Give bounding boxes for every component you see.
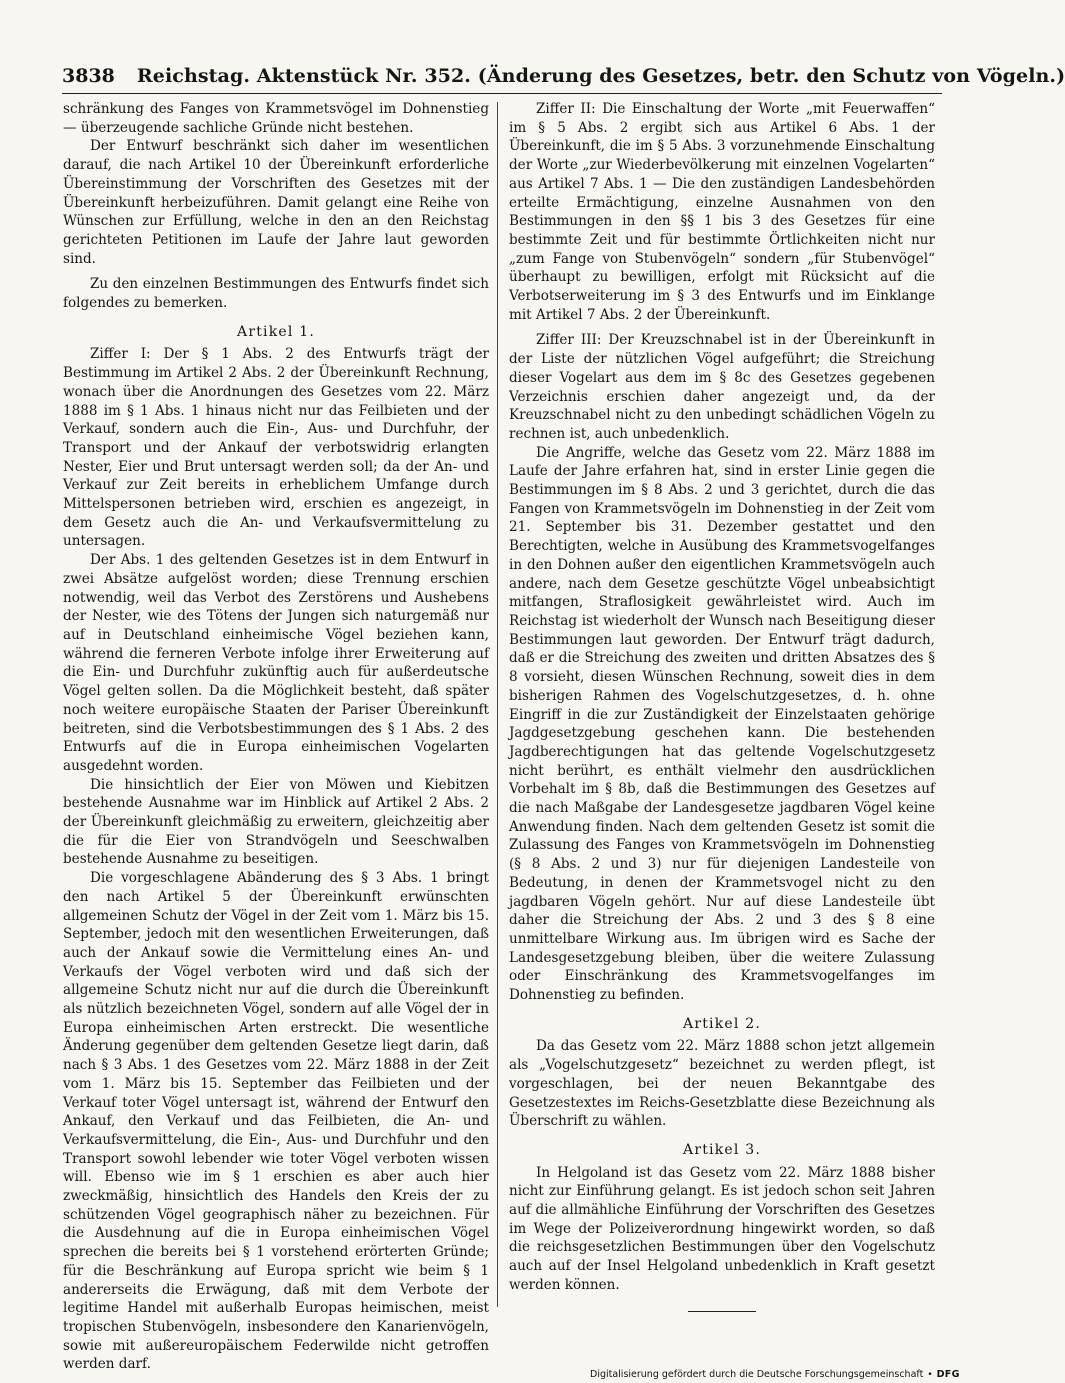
section-heading: Artikel 1. xyxy=(237,323,315,340)
paragraph: Zu den einzelnen Bestimmungen des Entwurfs findet sich folgendes zu bemerken. xyxy=(63,276,489,312)
section-heading: Artikel 3. xyxy=(683,1141,761,1158)
running-title: Reichstag. Aktenstück Nr. 352. (Änderung des Gesetzes, betr. den Schutz von Vögeln.) xyxy=(136,65,1065,87)
paragraph: In Helgoland ist das Gesetz vom 22. März 1888 bisher nicht zur Einführung gelangt. Es ist jedoch schon seit Jahren auf die allmähliche Einführung der Vorschriften des Gesetzes im Wege der Polizeiverordnung hingewirkt worden, so daß die reichsgesetzlichen Bestimmungen über den Vogelschutz auch auf der Insel Helgoland unbedenklich in Kraft gesetzt werden können. xyxy=(509,1164,935,1293)
right-column xyxy=(509,100,935,1310)
footer xyxy=(590,1369,960,1380)
separator-dot-icon: • xyxy=(927,1369,933,1380)
dfg-logo: DFG xyxy=(936,1369,960,1380)
column-divider xyxy=(497,102,498,1307)
page-header xyxy=(62,58,1065,94)
paragraph: Die vorgeschlagene Abänderung des § 3 Abs. 1 bringt den nach Artikel 5 der Übereinkunft erwünschten allgemeinen Schutz der Vögel in der Zeit vom 1. März bis 15. September, jedoch mit den wesentlichen Erweiterungen, daß auch der Ankauf sowie die Vermittelung eines An- und Verkaufs der Vögel verboten wird und daß sich der allgemeine Schutz nicht nur auf die durch die Übereinkunft als nützlich bezeichneten Vögel, sondern auf alle Vögel der in Europa einheimischen Arten erstreckt. Die wesentliche Änderung gegenüber dem geltenden Gesetze liegt darin, daß nach § 3 Abs. 1 des Gesetzes vom 22. März 1888 in der Zeit vom 1. März bis 15. September das Feilbieten und der Verkauf toter Vögel untersagt ist, während der Entwurf den Ankauf, den Verkauf und das Feilbieten, die An- und Verkaufsvermittelung, die Ein-, Aus- und Durchfuhr und den Transport sowohl lebender wie toter Vögel verboten wissen will. Ebenso wie im § 1 erschien es aber auch hier zweckmäßig, hinsichtlich des Handels den Kreis der zu schützenden Vögel geographisch näher zu bezeichnen. Für die Ausdehnung auf die in Europa einheimischen Vögel sprechen die bereits bei § 1 vorstehend erörterten Gründe; für die Beschränkung auf Europa spricht wie beim § 1 andererseits die Erwägung, daß mit dem Verbote der legitime Handel mit außerhalb Europas heimischen, meist tropischen Stubenvögeln, insbesondere den Kanarienvögeln, sowie mit außereuropäischem Federwilde nicht getroffen werden darf. xyxy=(63,870,489,1373)
section-heading: Artikel 2. xyxy=(683,1015,761,1032)
paragraph: Ziffer II: Die Einschaltung der Worte „mit Feuerwaffen“ im § 5 Abs. 2 ergibt sich aus Artikel 6 Abs. 1 der Übereinkunft, die im § 5 Abs. 3 vorzunehmende Einschaltung der Worte „zur Wiederbevölkerung mit einzelnen Vogelarten“ aus Artikel 7 Abs. 1 — Die den zuständigen Landesbehörden erteilte Ermächtigung, einzelne Ausnahmen von den Bestimmungen in den §§ 1 bis 3 des Gesetzes für eine bestimmte Zeit und für bestimmte Örtlichkeiten nicht nur „zum Fange von Stubenvögeln“ sondern „für Stubenvögel“ überhaupt zu bewilligen, erfolgt mit Rücksicht auf die Verbotserweiterung im § 3 des Entwurfs und im Einklange mit Artikel 7 Abs. 2 der Übereinkunft. xyxy=(509,101,935,323)
end-rule xyxy=(688,1311,756,1312)
paragraph: schränkung des Fanges von Krammetsvögel im Dohnenstieg — überzeugende sachliche Gründe nicht bestehen. xyxy=(63,101,489,136)
footer-text: Digitalisierung gefördert durch die Deutsche Forschungsgemeinschaft xyxy=(590,1369,924,1380)
paragraph: Der Abs. 1 des geltenden Gesetzes ist in dem Entwurf in zwei Absätze aufgelöst worden; diese Trennung erschien notwendig, weil das Verbot des Zerstörens und Aushebens der Nester, wie des Tötens der Jungen sich naturgemäß nur auf in Deutschland einheimische Vögel beziehen kann, während die ferneren Verbote infolge ihrer Erweiterung auf die Ein- und Durchfuhr zukünftig auch für außerdeutsche Vögel gelten sollen. Da die Möglichkeit besteht, daß später noch weitere europäische Staaten der Pariser Übereinkunft beitreten, sind die Verbotsbestimmungen des § 1 Abs. 2 des Entwurfs auf die in Europa einheimischen Vogelarten ausgedehnt worden. xyxy=(63,552,489,774)
page-number: 3838 xyxy=(62,65,115,87)
paragraph: Da das Gesetz vom 22. März 1888 schon jetzt allgemein als „Vogelschutzgesetz“ bezeichnet zu werden pflegt, ist vorgeschlagen, bei der neuen Bekanntgabe des Gesetzestextes im Reichs-Gesetzblatte diese Bezeichnung als Überschrift zu wählen. xyxy=(509,1038,935,1130)
paragraph: Der Entwurf beschränkt sich daher im wesentlichen darauf, die nach Artikel 10 der Übereinkunft erforderliche Übereinstimmung der Vorschriften des Gesetzes mit der Übereinkunft herbeizuführen. Damit gelangt eine Reihe von Wünschen zur Erfüllung, welche in den an den Reichstag gerichteten Petitionen im Laufe der Jahre laut geworden sind. xyxy=(63,138,489,267)
left-column xyxy=(63,100,489,1373)
paragraph: Ziffer I: Der § 1 Abs. 2 des Entwurfs trägt der Bestimmung im Artikel 2 Abs. 2 der Übereinkunft Rechnung, wonach über die Anordnungen des Gesetzes vom 22. März 1888 im § 1 Abs. 1 hinaus nicht nur das Feilbieten und der Verkauf, sondern auch die Ein-, Aus- und Durchfuhr, der Transport und der Ankauf der verbotswidrig erlangten Nester, Eier und Brut untersagt werden soll; da der An- und Verkauf zur Zeit bereits in erheblichem Umfange durch Mittelspersonen betrieben wird, erschien es angezeigt, in dem Gesetz auch die An- und Verkaufsvermittelung zu untersagen. xyxy=(63,346,489,550)
paragraph: Die Angriffe, welche das Gesetz vom 22. März 1888 im Laufe der Jahre erfahren hat, sind in erster Linie gegen die Bestimmungen im § 8 Abs. 2 und 3 gerichtet, durch die das Fangen von Krammetsvögeln im Dohnenstieg in der Zeit vom 21. September bis 31. Dezember gestattet und den Berechtigten, welche in Ausübung des Krammetsvogelfanges in den Dohnen außer den eigentlichen Krammetsvögeln auch andere, nach dem Gesetze geschützte Vögel unbeabsichtigt mitfangen, Straflosigkeit gewährleistet wird. Auch im Reichstag ist wiederholt der Wunsch nach Beseitigung dieser Bestimmungen laut geworden. Der Entwurf trägt dadurch, daß er die Streichung des zweiten und dritten Absatzes des § 8 vorsieht, diesen Wünschen Rechnung, soweit dies in dem bisherigen Rahmen des Vogelschutzgesetzes, d. h. ohne Eingriff in die zur Zuständigkeit der Einzelstaaten gehörige Jagdgesetzgebung geschehen kann. Die bestehenden Jagdberechtigungen hat das geltende Vogelschutzgesetz nicht berührt, es enthält vielmehr den ausdrücklichen Vorbehalt im § 8b, daß die Bestimmungen des Gesetzes auf die nach Maßgabe der Landesgesetze jagdbaren Vögel keine Anwendung finden. Nach dem geltenden Gesetz ist somit die Zulassung des Fanges von Krammetsvögeln im Dohnenstieg (§ 8 Abs. 2 und 3) nur für diejenigen Landesteile von Bedeutung, in denen der Krammetsvogel nicht zu den jagdbaren Vögeln gehört. Nur auf diese Landesteile übt daher die Streichung der Abs. 2 und 3 des § 8 eine unmittelbare Wirkung aus. Im übrigen wird es Sache der Landesgesetzgebung bleiben, über die weitere Zulassung oder Einschränkung des Krammetsvogelfanges im Dohnenstieg zu befinden. xyxy=(509,444,935,1004)
paragraph: Ziffer III: Der Kreuzschnabel ist in der Übereinkunft in der Liste der nützlichen Vögel aufgeführt; die Streichung dieser Vogelart aus dem im § 8c des Gesetzes gegebenen Verzeichnis erschien daher angezeigt und, da der Kreuzschnabel nicht zu den unbedingt schädlichen Vögeln zu rechnen ist, auch unbedenklich. xyxy=(509,332,935,442)
paragraph: Die hinsichtlich der Eier von Möwen und Kiebitzen bestehende Ausnahme war im Hinblick auf Artikel 2 Abs. 2 der Übereinkunft gleichmäßig zu erweitern, gleichzeitig aber die für die Eier von Strandvögeln und Seeschwalben bestehende Ausnahme zu beseitigen. xyxy=(63,776,489,868)
